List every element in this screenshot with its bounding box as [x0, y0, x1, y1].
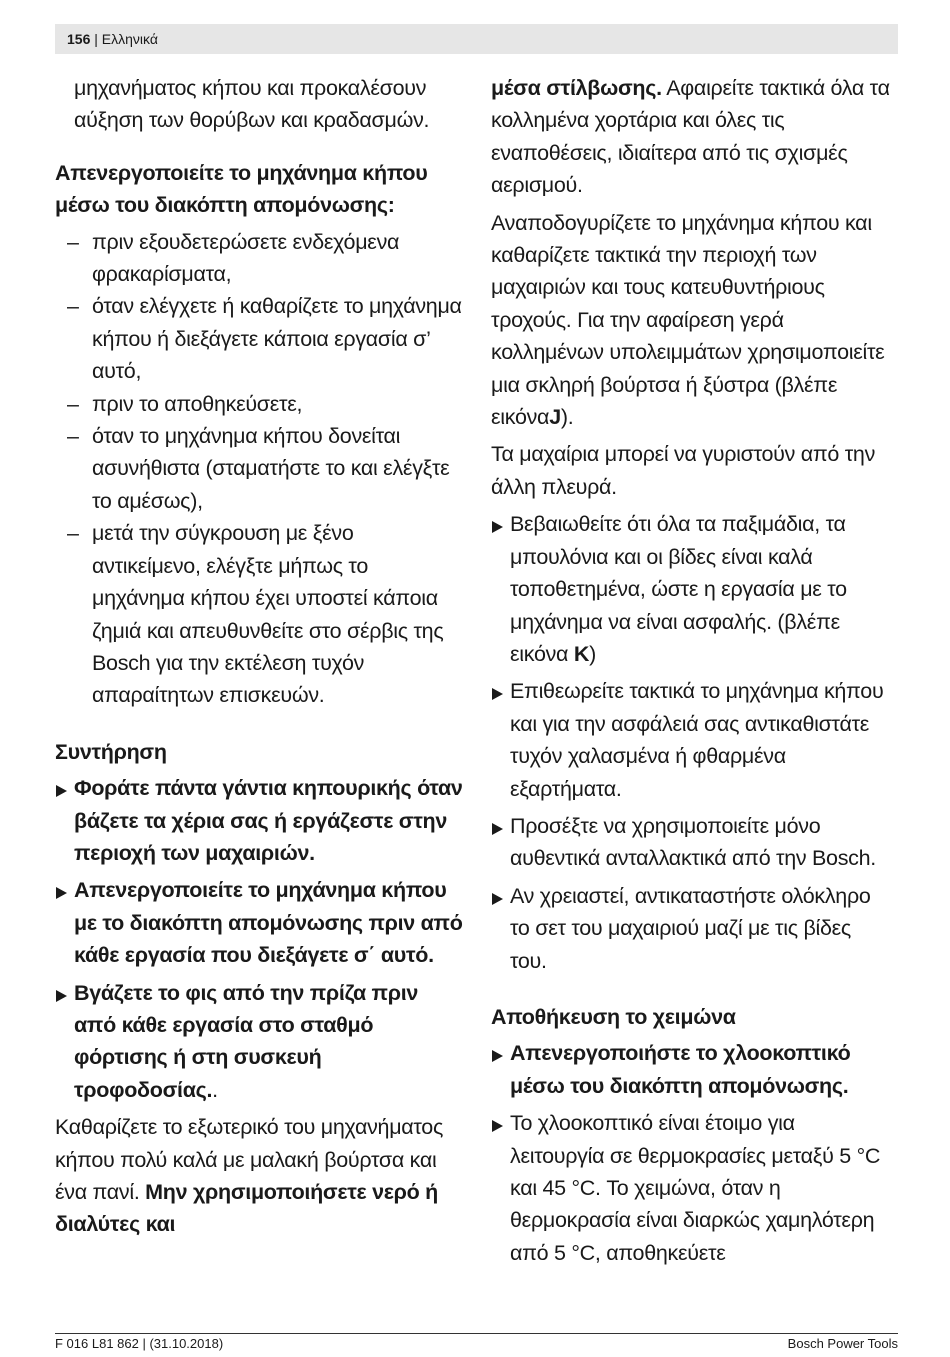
cleaning-continued: μέσα στίλβωσης. Αφαιρείτε τακτικά όλα τα κολλημένα χορτάρια και όλες τις εναποθέσεις, ιδιαίτερα από τις σχισμές αερισμού.	[491, 76, 890, 198]
page-number: 156	[67, 31, 91, 47]
arrow-bullet-icon	[492, 893, 503, 905]
intro-paragraph: μηχανήματος κήπου και προκαλέσουν αύξηση των θορύβων και κραδασμών.	[74, 76, 430, 133]
list-item: – μετά την σύγκρουση με ξένο αντικείμενο, ελέγξτε μήπως το μηχάνημα κήπου έχει υποστεί κάποια ζημιά και απευθυνθείτε στο σέρβις της Bosch για την εκτέλεση τυχόν απαραίτητων επισκευών.	[55, 517, 465, 711]
dash-mark: –	[67, 391, 79, 416]
instruction-item: Το χλοοκοπτικό είναι έτοιμο για λειτουργία σε θερμοκρασίες μεταξύ 5 °C και 45 °C. Το χειμώνα, όταν η θερμοκρασία είναι διαρκώς χαμηλότερη από 5 °C, αποθηκεύετε	[491, 1107, 891, 1269]
dash-mark: –	[67, 424, 79, 449]
warning-item: Βγάζετε το φις από την πρίζα πριν από κάθε εργασία στο σταθμό φόρτισης ή στη συσκευή τροφοδοσίας..	[55, 977, 465, 1107]
instruction-item: Επιθεωρείτε τακτικά το μηχάνημα κήπου και για την ασφάλειά σας αντικαθιστάτε τυχόν χαλασμένα ή φθαρμένα εξαρτήματα.	[491, 675, 891, 805]
maintenance-heading: Συντήρηση	[55, 739, 167, 764]
arrow-bullet-icon	[56, 887, 67, 899]
header-separator: |	[90, 31, 102, 47]
winter-storage-heading: Αποθήκευση το χειμώνα	[491, 1004, 736, 1029]
arrow-bullet-icon	[492, 688, 503, 700]
dash-mark: –	[67, 521, 79, 546]
page-header	[55, 24, 898, 54]
list-item: – όταν το μηχάνημα κήπου δονείται ασυνήθιστα (σταματήστε το και ελέγξτε το αμέσως),	[55, 420, 465, 517]
arrow-bullet-icon	[56, 990, 67, 1002]
dash-mark: –	[67, 229, 79, 254]
instruction-item: Προσέξτε να χρησιμοποιείτε μόνο αυθεντικά ανταλλακτικά από την Bosch.	[491, 810, 891, 875]
left-column	[55, 72, 465, 1246]
blades-paragraph: Τα μαχαίρια μπορεί να γυριστούν από την άλλη πλευρά.	[491, 442, 876, 499]
cleaning-paragraph: Καθαρίζετε το εξωτερικό του μηχανήματος κήπου πολύ καλά με μαλακή βούρτσα και ένα πανί. Μην χρησιμοποιήσετε νερό ή διαλύτες και	[55, 1115, 444, 1237]
footer-divider	[55, 1333, 898, 1334]
warning-item: Φοράτε πάντα γάντια κηπουρικής όταν βάζετε τα χέρια σας ή εργάζεστε στην περιοχή των μαχαιριών.	[55, 772, 465, 869]
right-column	[491, 72, 891, 1274]
figure-ref: K	[573, 641, 590, 666]
figure-ref: J	[549, 405, 561, 430]
list-item: – πριν εξουδετερώσετε ενδεχόμενα φρακαρίσματα,	[55, 226, 465, 291]
document-code: F 016 L81 862 | (31.10.2018)	[55, 1336, 224, 1351]
instruction-item: Βεβαιωθείτε ότι όλα τα παξιμάδια, τα μπουλόνια και οι βίδες είναι καλά τοποθετημένα, ώστε η εργασία με το μηχάνημα να είναι ασφαλής. (βλέπε εικόνα K)	[491, 508, 891, 670]
arrow-bullet-icon	[492, 521, 503, 533]
instruction-item: Αν χρειαστεί, αντικαταστήστε ολόκληρο το σετ του μαχαιριού μαζί με τις βίδες του.	[491, 880, 891, 977]
isolator-heading: Απενεργοποιείτε το μηχάνημα κήπου μέσω του διακόπτη απομόνωσης:	[55, 160, 428, 218]
header-language: Ελληνικά	[101, 31, 158, 47]
list-item: – όταν ελέγχετε ή καθαρίζετε το μηχάνημα κήπου ή διεξάγετε κάποια εργασία σ’ αυτό,	[55, 290, 465, 387]
arrow-bullet-icon	[492, 1120, 503, 1132]
flip-paragraph: Αναποδογυρίζετε το μηχάνημα κήπου και καθαρίζετε τακτικά την περιοχή των μαχαιριών και τους κατευθυντήριους τροχούς. Για την αφαίρεση γερά κολλημένων υπολειμμάτων χρησιμοποιείτε μια σκληρή βούρτσα ή ξύστρα (βλέπε εικόναJ).	[491, 210, 885, 430]
arrow-bullet-icon	[492, 823, 503, 835]
instruction-item: Απενεργοποιήστε το χλοοκοπτικό μέσω του διακόπτη απομόνωσης.	[491, 1037, 891, 1102]
brand-name: Bosch Power Tools	[787, 1336, 898, 1351]
arrow-bullet-icon	[56, 785, 67, 797]
isolator-list	[55, 226, 465, 712]
list-item: – πριν το αποθηκεύσετε,	[55, 388, 465, 420]
arrow-bullet-icon	[492, 1050, 503, 1062]
warning-item: Απενεργοποιείτε το μηχάνημα κήπου με το διακόπτη απομόνωσης πριν από κάθε εργασία που διεξάγετε σ΄ αυτό.	[55, 874, 465, 971]
dash-mark: –	[67, 294, 79, 319]
